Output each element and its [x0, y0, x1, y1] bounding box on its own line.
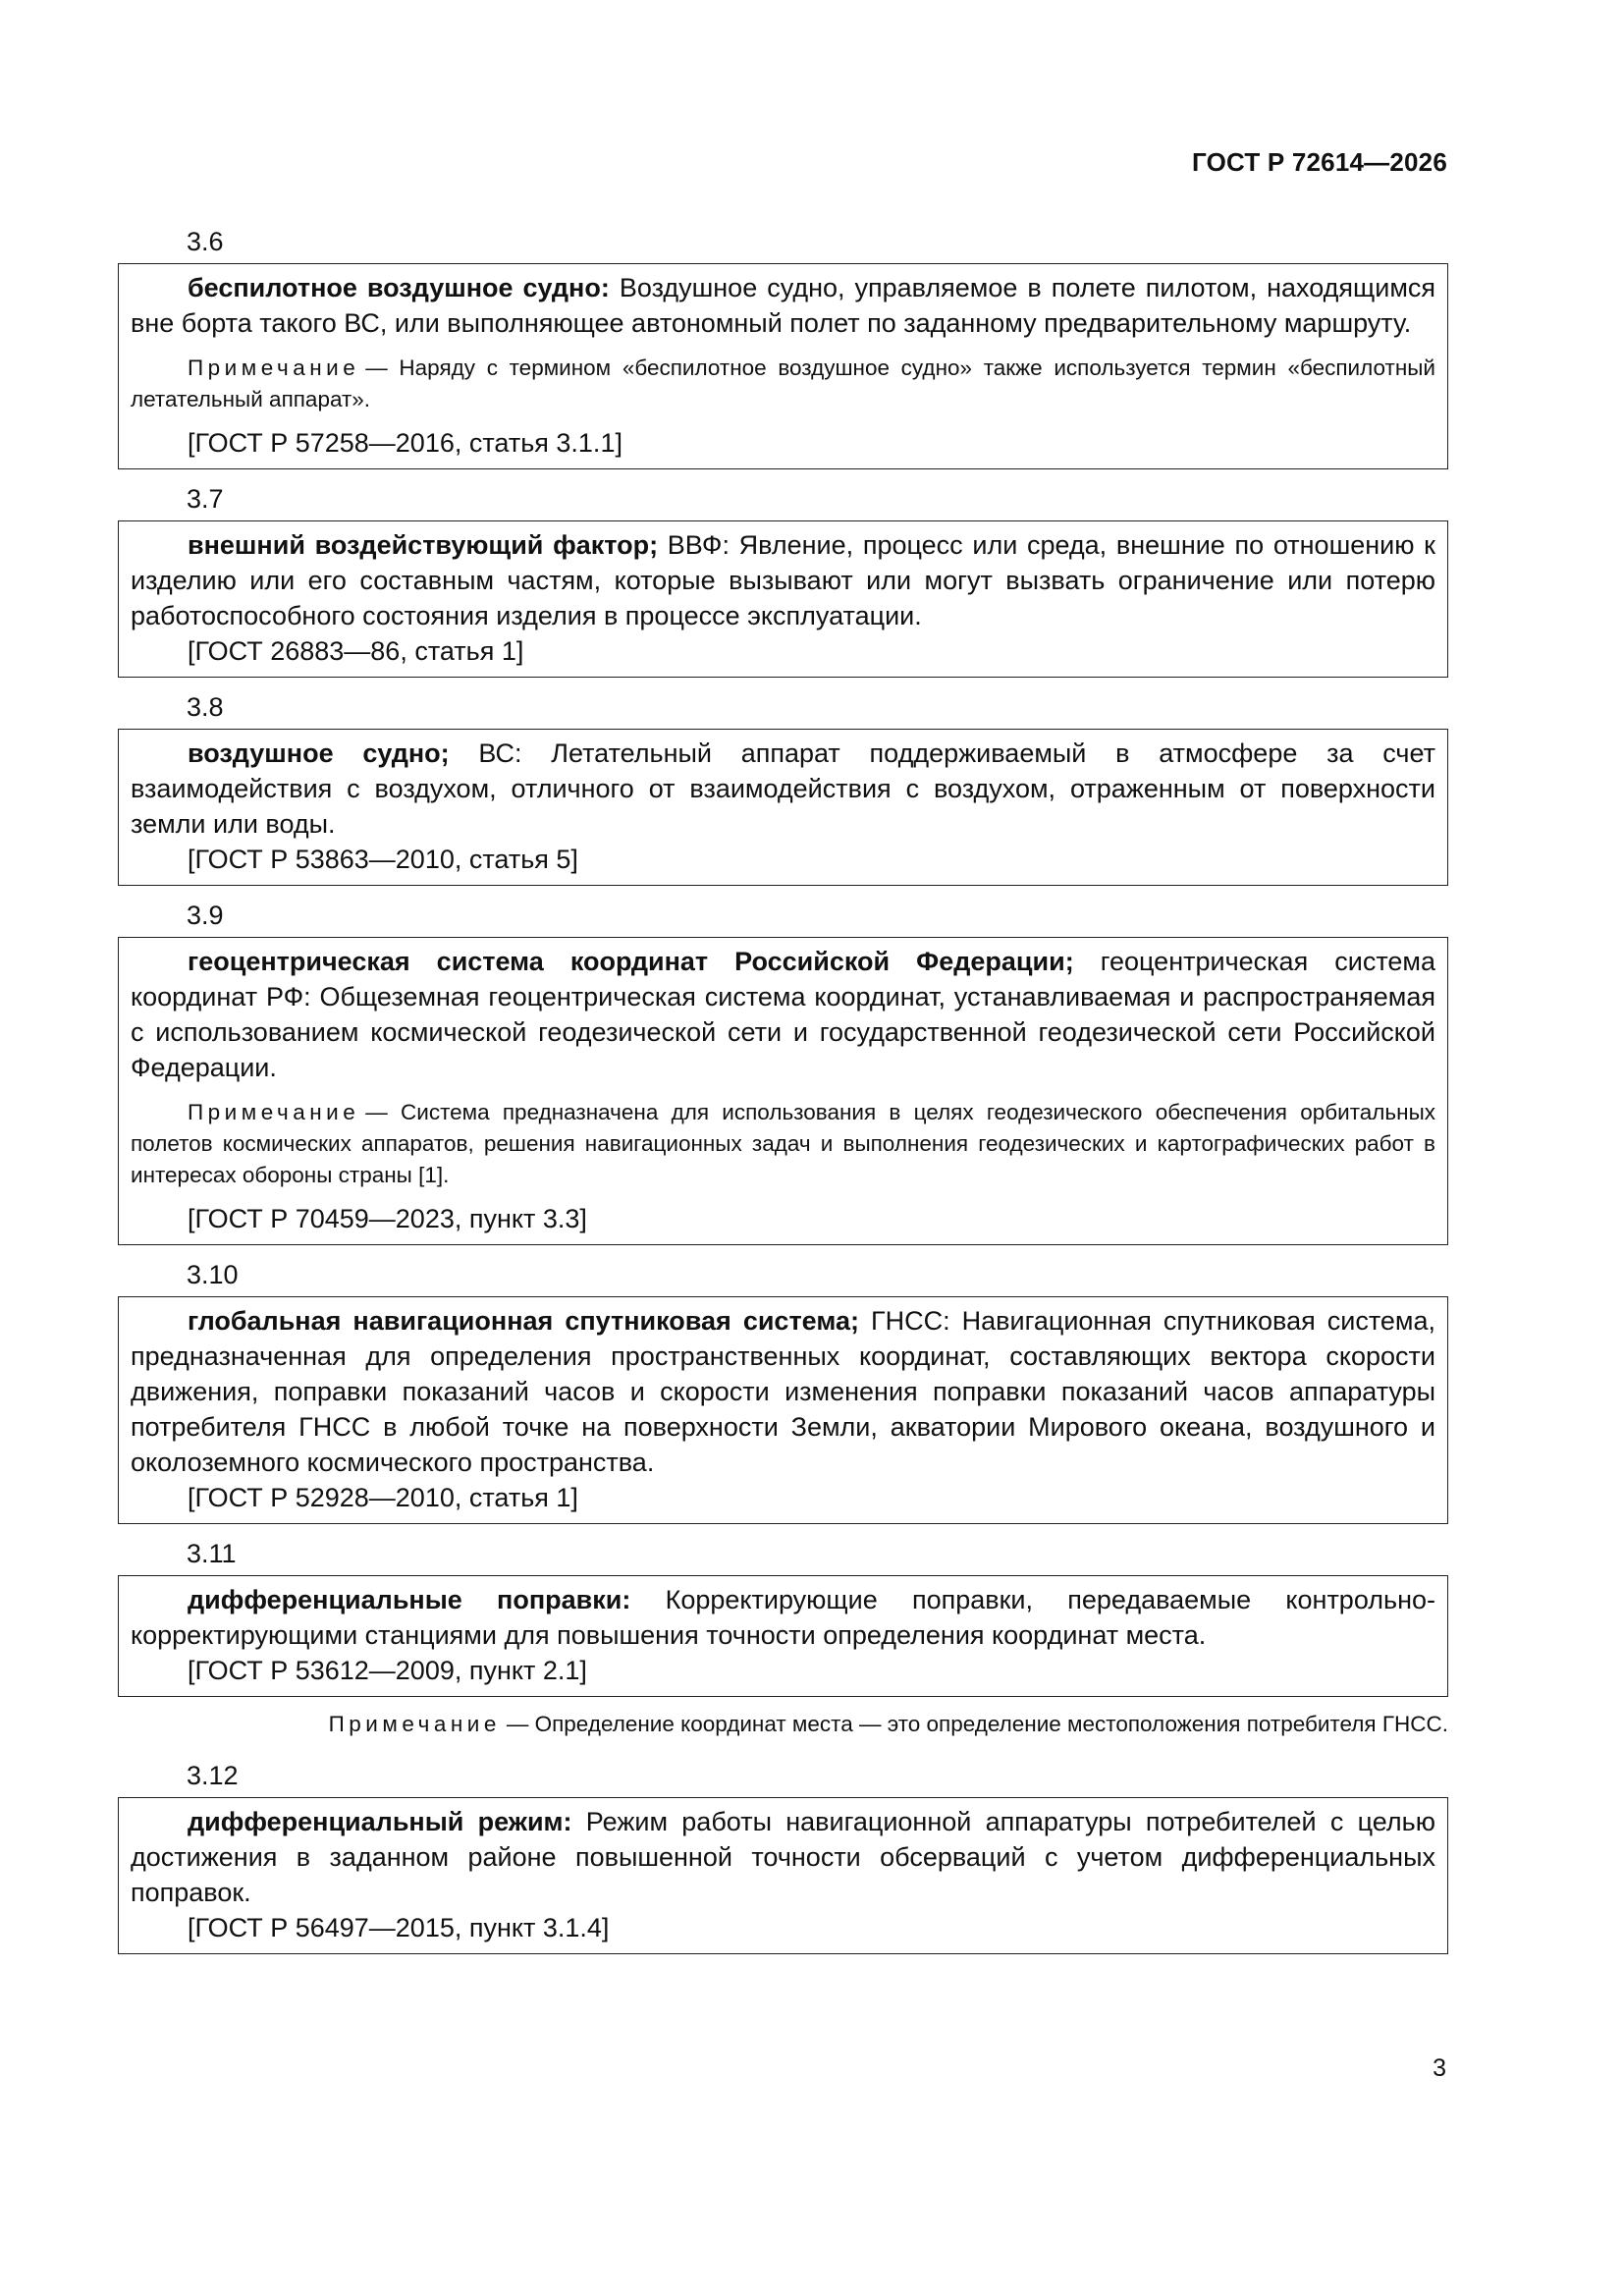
term-source: [ГОСТ Р 57258—2016, статья 3.1.1] [188, 428, 622, 458]
term-note [131, 1097, 1435, 1191]
term-box [118, 520, 1448, 678]
term-source: [ГОСТ Р 53863—2010, статья 5] [188, 845, 578, 874]
term-definition [131, 1804, 1435, 1910]
term-number: 3.6 [187, 227, 224, 256]
term-definition [131, 527, 1435, 633]
term-source: [ГОСТ Р 52928—2010, статья 1] [188, 1483, 578, 1512]
term-definition [131, 1582, 1435, 1653]
term-definition [131, 944, 1435, 1085]
term-name: дифференциальный режим: [188, 1807, 572, 1836]
term-definition [131, 736, 1435, 842]
document-code-header: ГОСТ Р 72614—2026 [1192, 147, 1447, 177]
term-definition [131, 270, 1435, 341]
definition-text: Воздушное судно, управляемое в полете пилотом, находящимся вне борта такого ВС, или выполняющее автономный полет по заданному предварительному маршруту. [131, 273, 1435, 338]
term-name: дифференциальные поправки: [188, 1585, 631, 1614]
definition-text: ГНСС: Навигационная спутниковая система, предназначенная для определения пространственных координат, составляющих вектора скорости движения, поправки показаний часов и скорости изменения поправки показаний часов аппаратуры потребителя ГНСС в любой точке на поверхности Земли, акватории Мирового океана, воздушного и околоземного космического пространства. [131, 1306, 1435, 1477]
term-source: [ГОСТ Р 70459—2023, пункт 3.3] [188, 1204, 587, 1233]
note-text: — Наряду с термином «беспилотное воздушное судно» также используется термин «беспилотный летательный аппарат». [131, 355, 1435, 411]
term-definition [131, 1303, 1435, 1480]
term-source: [ГОСТ Р 56497—2015, пункт 3.1.4] [188, 1913, 610, 1942]
definition-text: Режим работы навигационной аппаратуры потребителей с целью достижения в заданном районе повышенной точности обсерваций с учетом дифференциальных поправок. [131, 1807, 1435, 1907]
term-note-outside [118, 1709, 1448, 1740]
page-number: 3 [1433, 2054, 1446, 2082]
term-note [131, 353, 1435, 415]
term-box [118, 1797, 1448, 1954]
term-source: [ГОСТ 26883—86, статья 1] [188, 636, 524, 666]
term-box [118, 729, 1448, 886]
term-name: внешний воздействующий фактор; [188, 530, 659, 560]
term-name: воздушное судно; [188, 738, 450, 768]
note-text: — Система предназначена для использования в целях геодезического обеспечения орбитальных полетов космических аппаратов, решения навигационных задач и выполнения геодезических и картографических работ в интересах обороны страны [1]. [131, 1100, 1435, 1187]
terms-section [118, 224, 1448, 1966]
note-label: Примечание [188, 1100, 360, 1124]
term-box [118, 937, 1448, 1245]
definition-text: ВС: Летательный аппарат поддерживаемый в атмосфере за счет взаимодействия с воздухом, отличного от взаимодействия с воздухом, отраженным от поверхности земли или воды. [131, 738, 1435, 839]
term-number: 3.10 [187, 1260, 239, 1289]
term-name: глобальная навигационная спутниковая система; [188, 1306, 859, 1336]
term-box [118, 1296, 1448, 1524]
term-number: 3.9 [187, 901, 224, 930]
term-number: 3.12 [187, 1761, 239, 1790]
term-number: 3.11 [187, 1539, 237, 1568]
term-source: [ГОСТ Р 53612—2009, пункт 2.1] [188, 1656, 587, 1685]
definition-text: геоцентрическая система координат РФ: Общеземная геоцентрическая система координат, устанавливаемая и распространяемая с использованием космической геодезической сети и государственной геодезической сети Российской Федерации. [131, 947, 1435, 1082]
term-number: 3.7 [187, 484, 224, 514]
definition-text: ВВФ: Явление, процесс или среда, внешние по отношению к изделию или его составным частям, которые вызывают или могут вызвать ограничение или потерю работоспособного состояния изделия в процессе эксплуатации. [131, 530, 1435, 630]
note-text: — Определение координат места — это определение местоположения потребителя ГНСС. [506, 1712, 1448, 1736]
note-label: Примечание [188, 355, 360, 380]
note-label: Примечание [328, 1712, 501, 1736]
term-name: геоцентрическая система координат Российской Федерации; [188, 947, 1074, 976]
term-box [118, 1575, 1448, 1697]
definition-text: Корректирующие поправки, передаваемые контрольно-корректирующими станциями для повышения точности определения координат места. [131, 1585, 1435, 1650]
term-box [118, 263, 1448, 469]
term-number: 3.8 [187, 692, 224, 722]
term-name: беспилотное воздушное судно: [188, 273, 610, 302]
